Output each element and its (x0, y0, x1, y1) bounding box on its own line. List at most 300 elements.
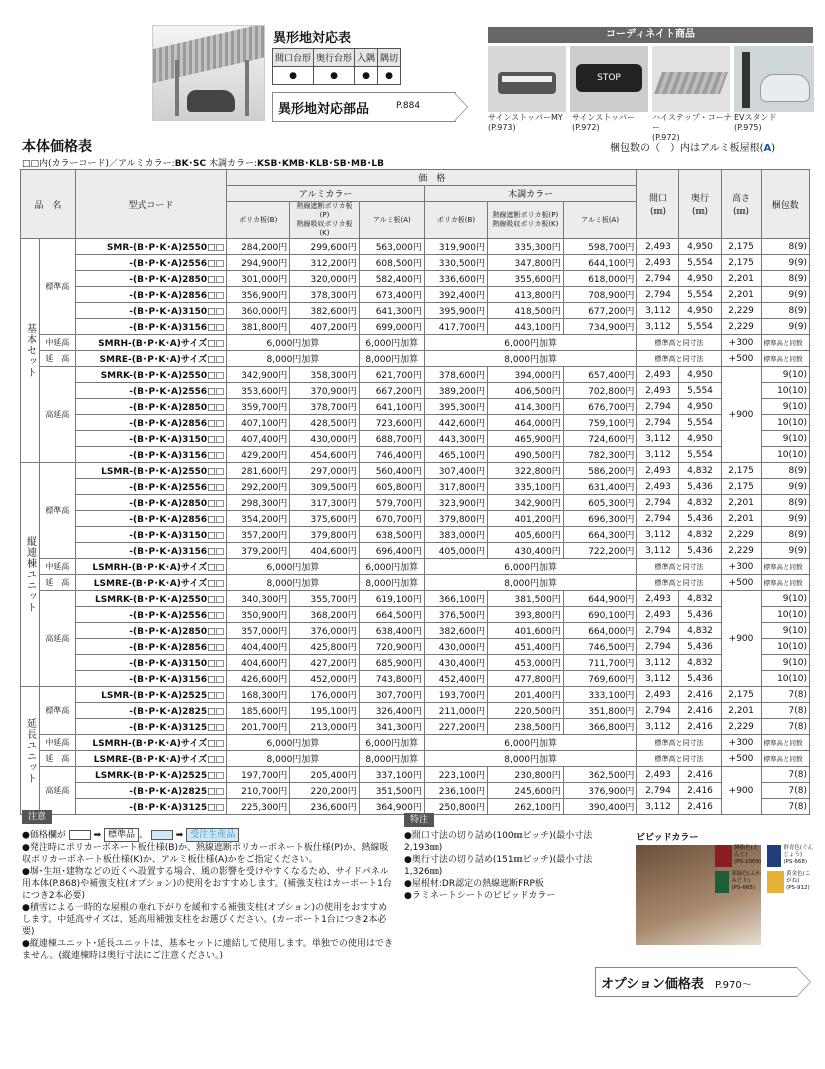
price-cell: 395,900円 (424, 303, 487, 319)
price-cell: 746,400円 (359, 447, 424, 463)
price-cell: 297,000円 (290, 463, 359, 479)
col-width: 間口 (㎜) (637, 170, 679, 239)
pack-cell: 標準高と同数 (761, 351, 809, 367)
price-table (20, 169, 810, 815)
width-cell: 3,112 (637, 319, 679, 335)
product-name: サインストッパーMY (488, 113, 563, 122)
price-cell: 358,300円 (290, 367, 359, 383)
width-cell: 2,493 (637, 767, 679, 783)
width-cell: 2,794 (637, 623, 679, 639)
add-price-cell: 8,000円加算 (359, 351, 424, 367)
section-label: 高延高 (39, 767, 75, 815)
height-cell: 2,201 (721, 511, 761, 527)
price-cell: 582,400円 (359, 271, 424, 287)
price-cell: 193,700円 (424, 687, 487, 703)
pack-cell: 9(9) (761, 255, 809, 271)
col-alu: アルミカラー (227, 186, 425, 202)
price-cell: 379,800円 (290, 527, 359, 543)
height-cell: +500 (721, 575, 761, 591)
pack-cell: 標準高と同数 (761, 751, 809, 767)
height-cell: +900 (721, 367, 761, 463)
col-polycarbonate: ポリカ板(B) (227, 202, 290, 239)
price-cell: 220,500円 (488, 703, 564, 719)
price-cell: 236,100円 (424, 783, 487, 799)
price-cell: 453,000円 (488, 655, 564, 671)
price-cell: 430,400円 (424, 655, 487, 671)
parts-page: P.884 (396, 101, 421, 111)
price-cell: 685,900円 (359, 655, 424, 671)
col-polycarbonate: ポリカ板(B) (424, 202, 487, 239)
width-cell: 3,112 (637, 303, 679, 319)
pack-cell: 8(9) (761, 495, 809, 511)
model-code: -(B･P･K･A)3150□□ (75, 431, 226, 447)
height-cell: 2,175 (721, 463, 761, 479)
table-row (21, 767, 810, 783)
option-price-link[interactable] (595, 967, 811, 997)
model-code: LSMRE-(B･P･K･A)サイズ□□ (75, 751, 226, 767)
price-cell: 638,400円 (359, 623, 424, 639)
price-cell: 443,300円 (424, 431, 487, 447)
depth-cell: 4,832 (679, 463, 721, 479)
height-cell: 2,175 (721, 239, 761, 255)
option-page: P.970〜 (715, 980, 752, 991)
price-cell: 405,600円 (488, 527, 564, 543)
depth-cell: 5,436 (679, 479, 721, 495)
pack-cell: 標準高と同数 (761, 559, 809, 575)
section-label: 標準高 (39, 687, 75, 735)
price-cell: 366,800円 (563, 719, 637, 735)
price-cell: 309,500円 (290, 479, 359, 495)
depth-cell: 5,436 (679, 671, 721, 687)
height-cell: 2,175 (721, 687, 761, 703)
same-size-cell: 標準高と同寸法 (637, 335, 721, 351)
depth-cell: 5,554 (679, 255, 721, 271)
price-cell: 185,600円 (227, 703, 290, 719)
depth-cell: 5,436 (679, 511, 721, 527)
height-cell: 2,229 (721, 543, 761, 559)
price-cell: 383,000円 (424, 527, 487, 543)
pack-cell: 9(10) (761, 623, 809, 639)
width-cell: 2,794 (637, 287, 679, 303)
table-row (21, 671, 810, 687)
add-price-cell: 6,000円加算 (359, 559, 424, 575)
depth-cell: 5,436 (679, 543, 721, 559)
feature-item: ●間口寸法の切り詰め(100㎜ピッチ)(最小寸法2,193㎜) (404, 831, 593, 853)
add-price-cell: 6,000円加算 (424, 559, 637, 575)
price-cell: 677,200円 (563, 303, 637, 319)
price-cell: 213,000円 (290, 719, 359, 735)
pack-cell: 10(10) (761, 447, 809, 463)
pack-cell: 9(9) (761, 479, 809, 495)
pack-cell: 9(10) (761, 591, 809, 607)
add-price-cell: 8,000円加算 (227, 351, 360, 367)
table-row (21, 399, 810, 415)
price-cell: 688,700円 (359, 431, 424, 447)
price-cell: 676,700円 (563, 399, 637, 415)
model-code: LSMRH-(B･P･K･A)サイズ□□ (75, 735, 226, 751)
add-price-cell: 8,000円加算 (227, 751, 360, 767)
depth-cell: 4,832 (679, 495, 721, 511)
model-code: -(B･P･K･A)3156□□ (75, 671, 226, 687)
price-cell: 238,500円 (488, 719, 564, 735)
product-name: EVスタンド (734, 113, 777, 122)
model-code: -(B･P･K･A)2825□□ (75, 783, 226, 799)
depth-cell: 2,416 (679, 687, 721, 703)
price-cell: 281,600円 (227, 463, 290, 479)
vivid-title: ビビッドカラー (636, 833, 699, 843)
price-cell: 395,300円 (424, 399, 487, 415)
model-code: LSMR-(B･P･K･A)2550□□ (75, 463, 226, 479)
price-cell: 394,000円 (488, 367, 564, 383)
add-price-cell: 8,000円加算 (359, 575, 424, 591)
pack-cell: 10(10) (761, 671, 809, 687)
depth-cell: 4,950 (679, 271, 721, 287)
col-aluminum: アルミ板(A) (359, 202, 424, 239)
price-cell: 284,200円 (227, 239, 290, 255)
model-code: LSMRK-(B･P･K･A)2550□□ (75, 591, 226, 607)
section-label: 延 高 (39, 351, 75, 367)
price-cell: 197,700円 (227, 767, 290, 783)
col-hinmei: 品 名 (21, 170, 76, 239)
price-cell: 359,700円 (227, 399, 290, 415)
coordinate-product[interactable] (572, 113, 650, 133)
price-cell: 389,200円 (424, 383, 487, 399)
table-row (21, 463, 810, 479)
height-cell: 2,201 (721, 495, 761, 511)
table-row (21, 607, 810, 623)
price-cell: 769,600円 (563, 671, 637, 687)
table-row (21, 639, 810, 655)
price-cell: 734,900円 (563, 319, 637, 335)
same-size-cell: 標準高と同寸法 (637, 559, 721, 575)
note-item: ●積雪による一時的な屋根の垂れ下がりを緩和する補強支柱(オプション)の使用をおすすめします。中延高サイズは、延高用補強支柱をお選びください。(カーポート1台につき2本必要) (22, 903, 388, 937)
price-cell: 368,200円 (290, 607, 359, 623)
group-label: 基本セット (21, 239, 40, 463)
irregular-mark: ● (314, 67, 355, 85)
coordinate-product[interactable] (488, 113, 568, 133)
price-cell: 356,900円 (227, 287, 290, 303)
table-row (21, 511, 810, 527)
price-cell: 464,000円 (488, 415, 564, 431)
price-cell: 362,500円 (563, 767, 637, 783)
width-cell: 2,493 (637, 255, 679, 271)
irregular-table (272, 48, 401, 85)
price-cell: 618,000円 (563, 271, 637, 287)
price-cell: 407,100円 (227, 415, 290, 431)
stop-text: STOP (576, 64, 642, 92)
depth-cell: 2,416 (679, 799, 721, 815)
model-code: -(B･P･K･A)2850□□ (75, 399, 226, 415)
table-row (21, 415, 810, 431)
height-cell: 2,229 (721, 527, 761, 543)
table-row (21, 303, 810, 319)
price-cell: 465,100円 (424, 447, 487, 463)
price-cell: 477,800円 (488, 671, 564, 687)
price-cell: 223,100円 (424, 767, 487, 783)
model-code: -(B･P･K･A)3156□□ (75, 447, 226, 463)
width-cell: 2,493 (637, 687, 679, 703)
depth-cell: 4,832 (679, 527, 721, 543)
model-code: -(B･P･K･A)3156□□ (75, 319, 226, 335)
note-legend: ●価格欄が ➡ 標準品 、 ➡ 受注生産品 (22, 828, 394, 842)
add-price-cell: 6,000円加算 (227, 559, 360, 575)
add-price-cell: 6,000円加算 (359, 735, 424, 751)
width-cell: 3,112 (637, 527, 679, 543)
price-cell: 452,000円 (290, 671, 359, 687)
price-cell: 407,200円 (290, 319, 359, 335)
price-cell: 378,300円 (290, 287, 359, 303)
price-cell: 350,900円 (227, 607, 290, 623)
price-cell: 294,900円 (227, 255, 290, 271)
model-code: -(B･P･K･A)2556□□ (75, 479, 226, 495)
model-code: SMRK-(B･P･K･A)2550□□ (75, 367, 226, 383)
price-cell: 631,400円 (563, 479, 637, 495)
price-cell: 376,000円 (290, 623, 359, 639)
price-cell: 342,900円 (488, 495, 564, 511)
table-row (21, 735, 810, 751)
section-label: 延 高 (39, 751, 75, 767)
sign-stopper-image (570, 46, 648, 112)
price-cell: 319,900円 (424, 239, 487, 255)
table-row (21, 719, 810, 735)
pack-note: 梱包数の（ ）内はアルミ板屋根(A) (610, 143, 776, 154)
price-cell: 723,600円 (359, 415, 424, 431)
price-cell: 401,600円 (488, 623, 564, 639)
price-cell: 608,500円 (359, 255, 424, 271)
price-cell: 641,100円 (359, 399, 424, 415)
width-cell: 3,112 (637, 543, 679, 559)
width-cell: 3,112 (637, 447, 679, 463)
price-cell: 378,700円 (290, 399, 359, 415)
table-row (21, 623, 810, 639)
price-cell: 696,300円 (563, 511, 637, 527)
price-cell: 621,700円 (359, 367, 424, 383)
pack-cell: 8(9) (761, 271, 809, 287)
price-cell: 425,800円 (290, 639, 359, 655)
price-cell: 427,200円 (290, 655, 359, 671)
pack-cell: 9(9) (761, 511, 809, 527)
pack-cell: 9(9) (761, 543, 809, 559)
add-price-cell: 8,000円加算 (227, 575, 360, 591)
col-depth: 奥行 (㎜) (679, 170, 721, 239)
price-cell: 176,000円 (290, 687, 359, 703)
model-code: -(B･P･K･A)2850□□ (75, 623, 226, 639)
price-cell: 354,200円 (227, 511, 290, 527)
table-row (21, 367, 810, 383)
price-cell: 355,700円 (290, 591, 359, 607)
table-row (21, 287, 810, 303)
depth-cell: 5,436 (679, 639, 721, 655)
price-cell: 355,600円 (488, 271, 564, 287)
pack-cell: 7(8) (761, 719, 809, 735)
depth-cell: 5,436 (679, 607, 721, 623)
pack-cell: 7(8) (761, 703, 809, 719)
price-cell: 351,800円 (563, 703, 637, 719)
irregular-mark: ● (378, 67, 401, 85)
price-cell: 299,600円 (290, 239, 359, 255)
pack-cell: 9(9) (761, 287, 809, 303)
table-row (21, 271, 810, 287)
price-cell: 428,500円 (290, 415, 359, 431)
height-cell: 2,201 (721, 271, 761, 287)
price-cell: 341,300円 (359, 719, 424, 735)
price-cell: 598,700円 (563, 239, 637, 255)
col-heat-polycarbonate: 熱線遮断ポリカ板(P) 熱線吸収ポリカ板(K) (488, 202, 564, 239)
price-cell: 312,200円 (290, 255, 359, 271)
price-cell: 340,300円 (227, 591, 290, 607)
price-cell: 201,700円 (227, 719, 290, 735)
page-title: 本体価格表 (22, 139, 92, 155)
price-cell: 333,100円 (563, 687, 637, 703)
price-cell: 292,200円 (227, 479, 290, 495)
price-cell: 245,600円 (488, 783, 564, 799)
width-cell: 2,794 (637, 495, 679, 511)
height-cell: +300 (721, 335, 761, 351)
price-cell: 317,300円 (290, 495, 359, 511)
price-cell: 382,600円 (424, 623, 487, 639)
price-cell: 720,900円 (359, 639, 424, 655)
depth-cell: 4,950 (679, 239, 721, 255)
coordinate-product[interactable] (734, 113, 814, 133)
price-cell: 381,800円 (227, 319, 290, 335)
width-cell: 2,794 (637, 271, 679, 287)
price-cell: 404,600円 (227, 655, 290, 671)
price-cell: 376,500円 (424, 607, 487, 623)
price-cell: 205,400円 (290, 767, 359, 783)
add-price-cell: 6,000円加算 (424, 335, 637, 351)
irregular-header: 間口台形 (273, 49, 314, 67)
model-code: SMRE-(B･P･K･A)サイズ□□ (75, 351, 226, 367)
height-cell: +500 (721, 351, 761, 367)
price-cell: 406,500円 (488, 383, 564, 399)
model-code: -(B･P･K･A)2856□□ (75, 511, 226, 527)
table-row (21, 335, 810, 351)
price-cell: 376,900円 (563, 783, 637, 799)
price-cell: 418,500円 (488, 303, 564, 319)
table-row (21, 239, 810, 255)
add-price-cell: 6,000円加算 (359, 335, 424, 351)
depth-cell: 2,416 (679, 719, 721, 735)
price-cell: 201,400円 (488, 687, 564, 703)
price-cell: 711,700円 (563, 655, 637, 671)
height-cell: +300 (721, 559, 761, 575)
depth-cell: 2,416 (679, 703, 721, 719)
price-cell: 696,400円 (359, 543, 424, 559)
model-code: -(B･P･K･A)3150□□ (75, 655, 226, 671)
col-aluminum: アルミ板(A) (563, 202, 637, 239)
price-cell: 337,100円 (359, 767, 424, 783)
table-row (21, 495, 810, 511)
price-cell: 664,000円 (563, 623, 637, 639)
price-cell: 347,800円 (488, 255, 564, 271)
add-price-cell: 6,000円加算 (227, 335, 360, 351)
width-cell: 2,794 (637, 783, 679, 799)
section-label: 中延高 (39, 559, 75, 575)
price-cell: 379,200円 (227, 543, 290, 559)
price-cell: 667,200円 (359, 383, 424, 399)
product-page: (P.972) (652, 133, 680, 142)
width-cell: 2,493 (637, 367, 679, 383)
width-cell: 2,493 (637, 479, 679, 495)
width-cell: 2,794 (637, 511, 679, 527)
price-cell: 342,900円 (227, 367, 290, 383)
price-cell: 490,500円 (488, 447, 564, 463)
price-cell: 430,000円 (424, 639, 487, 655)
depth-cell: 5,554 (679, 287, 721, 303)
irregular-mark: ● (273, 67, 314, 85)
price-cell: 670,700円 (359, 511, 424, 527)
price-cell: 404,600円 (290, 543, 359, 559)
pack-cell: 8(9) (761, 239, 809, 255)
depth-cell: 5,554 (679, 415, 721, 431)
price-cell: 413,800円 (488, 287, 564, 303)
price-cell: 664,500円 (359, 607, 424, 623)
note-item: ●発注時にポリカーボネート板仕様(B)か、熱線遮断ポリカーボネート板仕様(P)か、熱線吸収ポリカーボネート板仕様(K)か、アルミ板仕様(A)かをご指定ください。 (22, 843, 389, 865)
note-item: ●縦連棟ユニット･延長ユニットは、基本セットに連結して使用します。単独での使用はできません。(縦連棟時は奥行寸法にご注意ください。) (22, 939, 393, 961)
table-row (21, 783, 810, 799)
pack-cell: 9(10) (761, 399, 809, 415)
table-row (21, 575, 810, 591)
pack-cell: 9(9) (761, 319, 809, 335)
section-label: 標準高 (39, 239, 75, 335)
width-cell: 2,794 (637, 399, 679, 415)
product-page: (P.972) (572, 123, 600, 132)
option-title: オプション価格表 (601, 977, 704, 992)
product-name: サインストッパー (572, 113, 635, 122)
price-cell: 351,500円 (359, 783, 424, 799)
col-pack: 梱包数 (761, 170, 809, 239)
model-code: -(B･P･K･A)3125□□ (75, 719, 226, 735)
col-wood: 木調カラー (424, 186, 637, 202)
standard-label: 標準品 (104, 828, 139, 842)
width-cell: 2,493 (637, 463, 679, 479)
width-cell: 2,493 (637, 383, 679, 399)
price-cell: 759,100円 (563, 415, 637, 431)
notes-header: 注意 (22, 810, 52, 824)
price-cell: 442,600円 (424, 415, 487, 431)
price-cell: 335,100円 (488, 479, 564, 495)
irregular-parts-link[interactable] (272, 92, 468, 122)
price-cell: 307,400円 (424, 463, 487, 479)
price-cell: 211,000円 (424, 703, 487, 719)
price-cell: 364,900円 (359, 799, 424, 815)
table-row (21, 655, 810, 671)
price-cell: 236,600円 (290, 799, 359, 815)
pack-cell: 10(10) (761, 639, 809, 655)
same-size-cell: 標準高と同寸法 (637, 351, 721, 367)
model-code: -(B･P･K･A)2856□□ (75, 639, 226, 655)
width-cell: 3,112 (637, 431, 679, 447)
price-cell: 724,600円 (563, 431, 637, 447)
model-code: -(B･P･K･A)2850□□ (75, 271, 226, 287)
price-cell: 353,600円 (227, 383, 290, 399)
standard-sample (69, 830, 91, 840)
model-code: -(B･P･K･A)2556□□ (75, 255, 226, 271)
table-row (21, 559, 810, 575)
price-cell: 335,300円 (488, 239, 564, 255)
made-to-order-sample (151, 830, 173, 840)
col-height: 高さ (㎜) (721, 170, 761, 239)
model-code: -(B･P･K･A)2856□□ (75, 415, 226, 431)
price-cell: 563,000円 (359, 239, 424, 255)
width-cell: 2,794 (637, 639, 679, 655)
width-cell: 2,794 (637, 415, 679, 431)
height-cell: 2,175 (721, 479, 761, 495)
price-cell: 357,200円 (227, 527, 290, 543)
depth-cell: 4,950 (679, 367, 721, 383)
price-cell: 465,900円 (488, 431, 564, 447)
price-cell: 230,800円 (488, 767, 564, 783)
